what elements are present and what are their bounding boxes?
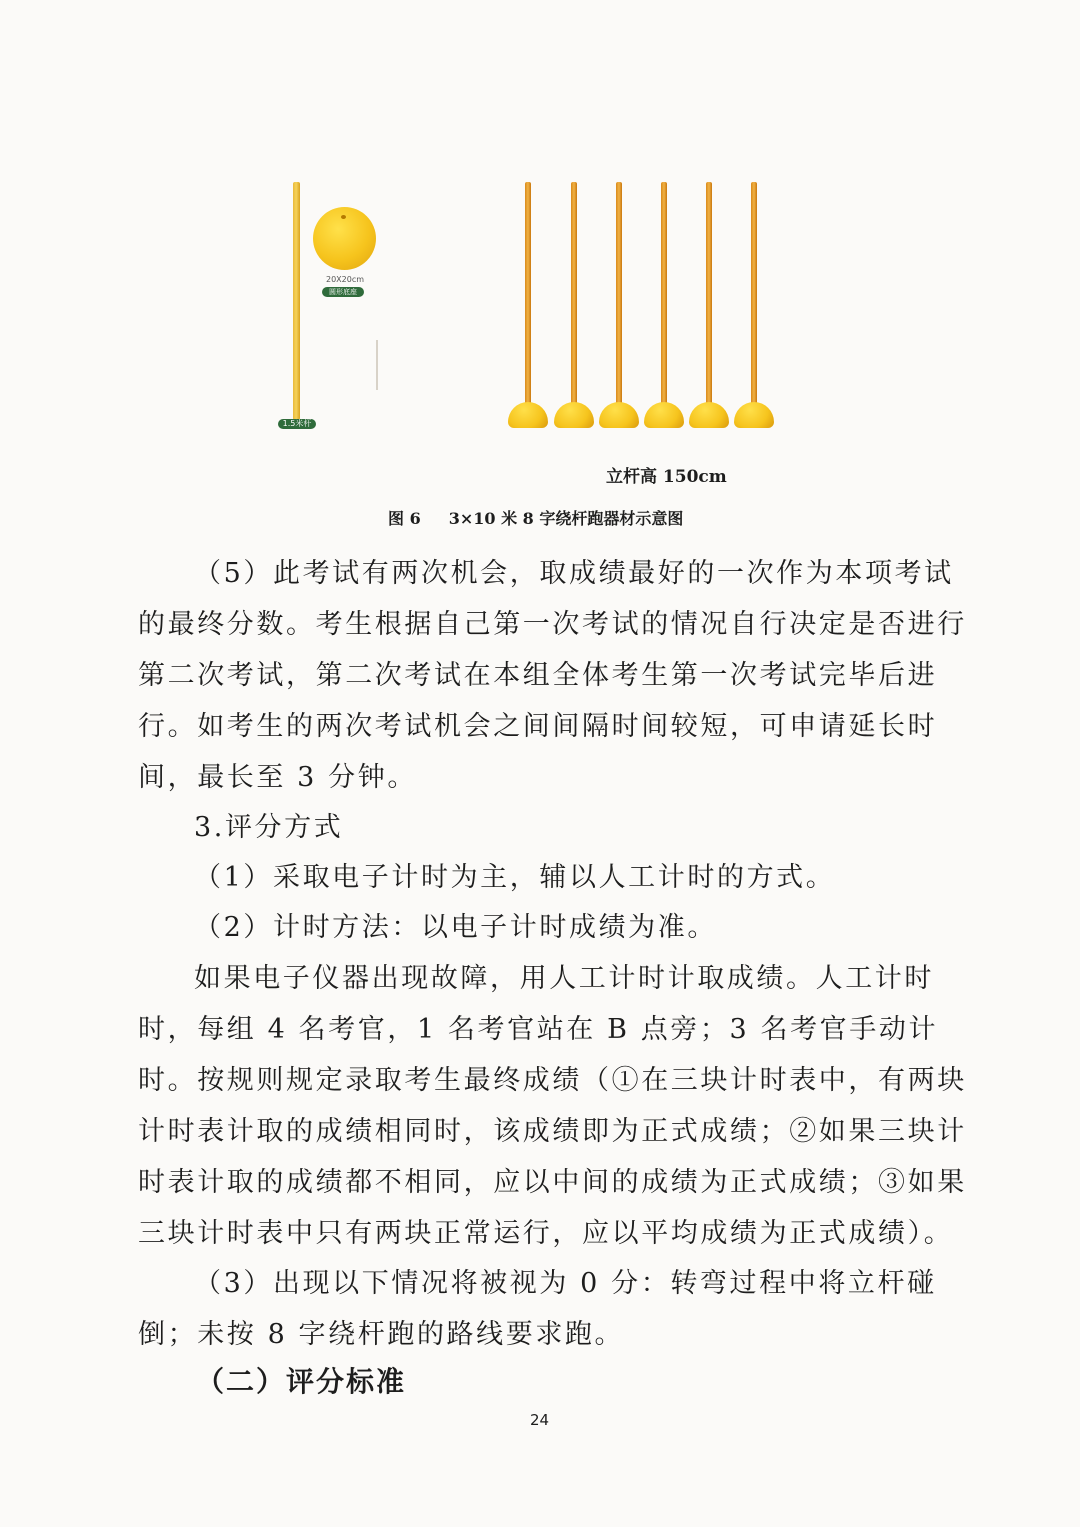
- equipment-figure: [0, 0, 1080, 540]
- page-number: 24: [530, 1411, 550, 1429]
- cone-pole: [554, 182, 594, 432]
- pole-label-chip: 1.5米杆: [278, 419, 316, 429]
- heading-scoring-standard: （二）评分标准: [196, 1365, 407, 1398]
- ball-hole: [341, 215, 346, 219]
- paragraph-timing-mode: （1）采取电子计时为主，辅以人工计时的方式。: [194, 862, 836, 893]
- figure-caption: [388, 506, 683, 529]
- figure-title: 3×10 米 8 字绕杆跑器材示意图: [448, 509, 684, 528]
- paragraph-zero-score: （3）出现以下情况将被视为 0 分：转弯过程中将立杆碰倒；未按 8 字绕杆跑的路线要求跑。: [138, 1268, 937, 1350]
- cone-pole: [734, 182, 774, 432]
- base-label-chip: 圆形底座: [322, 287, 364, 297]
- cone-pole: [644, 182, 684, 432]
- paragraph-manual-timing: 如果电子仪器出现故障，用人工计时计取成绩。人工计时时，每组 4 名考官，1 名考官站在 B 点旁；3 名考官手动计时。按规则规定录取考生最终成绩（①在三块计时表中，有两块计时表计取的成绩相同时，该成绩即为正式成绩；②如果三块计时表计取的成绩都不相同，应以中间的成绩为正式成绩；③如果三块计时表中只有两块正常运行，应以平均成绩为正式成绩）。: [138, 963, 967, 1249]
- paragraph-timing-method: （2）计时方法：以电子计时成绩为准。: [194, 912, 717, 943]
- cone-pole: [599, 182, 639, 432]
- section-scoring-method: 3.评分方式: [194, 812, 344, 843]
- pole-height-caption: 立杆高 150cm: [606, 467, 727, 487]
- faint-divider: [376, 340, 378, 390]
- cone-pole: [689, 182, 729, 432]
- single-pole: [293, 182, 300, 420]
- paragraph-exam-chances: （5）此考试有两次机会，取成绩最好的一次作为本项考试的最终分数。考生根据自己第一次考试的情况自行决定是否进行第二次考试，第二次考试在本组全体考生第一次考试完毕后进行。如考生的两次考试机会之间间隔时间较短，可申请延长时间，最长至 3 分钟。: [138, 558, 967, 793]
- cone-pole: [508, 182, 548, 432]
- figure-number: 图 6: [388, 509, 421, 528]
- base-size-text: 20X20cm: [325, 275, 365, 284]
